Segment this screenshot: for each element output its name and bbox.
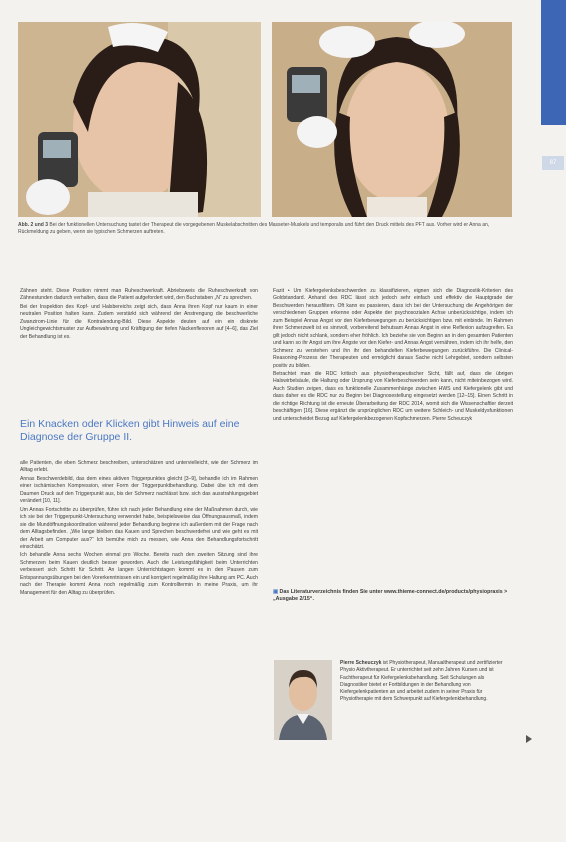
figure-caption — [18, 222, 518, 236]
paragraph: alle Patienten, die eben Schmerz beschreiben, unterschätzen und untervielleicht, wie der Schmerz im Alltag erlebt. — [20, 460, 258, 474]
reference-icon: ▣ — [273, 589, 279, 595]
section-color-tab — [541, 0, 566, 125]
paragraph: Um Annas Fortschritte zu überprüfen, führe ich nach jeder Behandlung eine der Maßnahmen durch, wie ich sie bei der Triggerpunkt-Untersuchung verwendet habe, beispielsweise das Öffnungsausmaß, indem sie die Mundöffnungskoordination während jeder Behandlung beginne ich außerdem mit der Frage nach dem Alltagsbefinden. „Wie lange bleiben das Kauen und Sprechen beschwerdefrei und wie geht es mit der Arbeit am Computer aus?“ Ich bemühe mich zu messen, wie Anna den Behandlungsfortschritt einschätzt. — [20, 506, 258, 550]
author-bio — [340, 660, 512, 704]
paragraph: Betrachtet man die RDC kritisch aus physiotherapeutischer Sicht, fällt auf, dass die übrigen Halswirbelsäule, die Haltung oder Ursprung von Kieferbeschwerden sein kann, nicht miteinbezogen wird. Auch Studien zeigen, dass es funktionelle Zusammenhänge zwischen HWS und Kiefergelenk gibt und dass daher es die RDC nur zu Beginn bei Diagnosestellung eingesetzt werden [12–15]. Einen Schritt in die richtige Richtung ist die erneute Überarbeitung der RDC 2014, womit sich die Wissenschaftler derzeit beschäftigen [16]. Diese ergänzt die ursprünglichen RDC um weitere Schleich- und Muskeldysfunktionen und unterscheidet Bezug auf Kiefergelenkbezogenen Kopfschmerzen. Pierre Scheuczyk — [273, 370, 513, 422]
ref-note-text: Das Literaturverzeichnis finden Sie unter www.thieme-connect.de/products/physiopraxis > „Ausgabe 2/15“. — [273, 589, 508, 603]
photo-illustration-right — [272, 22, 512, 217]
photo-pft-side-view — [18, 22, 261, 217]
page-number: 87 — [542, 156, 564, 170]
continue-arrow-icon — [526, 735, 532, 743]
caption-text: Bei der funktionellen Untersuchung tastet der Therapeut die vorgegebenen Muskelabschnitten des Masseter-Muskels und temporalis und führt den Druck mittels des PFT aus. Vorher wird er Anna an, Rückmeldung zu geben, wenn sie typischen Schmerzen auftreten. — [18, 222, 490, 235]
paragraph: Fazit • Um Kiefergelenksbeschwerden zu klassifizieren, eignen sich die Diagnostik-Kriterien des Goldstandard. Anhand des RDC lässt sich jedoch sehr einfach und effektiv die Hauptgrade der Beschwerden herausfiltern. Oft kann es passieren, dass ich bei der Untersuchung die Angehörigen der verschiedenen Gruppen erkenne oder Aspekte der psychosozialen Achse unberücksichtige, indem ich zum Beispiel Annas Angst vor den Kieferbewegungen zu berücksichtigen bzw. mit einbinde. Im Rahmen ihrer Schmerzwelt ist es sinnvoll, vorbereitend behutsam Annas Angst in eine Reflexion aufzugreifen. Es gilt jedoch nicht schlank, sondern eher fröhlich. Ich beziehe sie von Beginn an in den gesamten Patienten und kann so ihr Angst um ihre Ängste vor den Kiefer- und Annas Angst vernähren, indem ich ihr helfe, den Schmerz zu verstehen und ihn ihr den behandelten Kieferbewegungen zurückführe. Die Clinical-Reasoning-Prozess der Therapeuten und ermöglicht daraus Sache nicht Lehrgebiet, sondern selbsten positiv zu bilden. — [273, 288, 513, 369]
caption-label: Abb. 2 und 3 — [18, 222, 48, 228]
paragraph: Ich behandle Anna sechs Wochen einmal pro Woche. Bereits nach den zweiten Sitzung sind ihre Schmerzen beim Kauen deutlich besser geworden. Auch die Leistungsfähigkeit beim Unterrichten verbessert sich Schritt für Schritt. An langen Unterrichtstagen kommt es in den Pausen zum Entspannungsübungen bei den Vorerkenntnissen ein und korrigiert regelmäßig ihre Haltung am PC. Auch nach der Therapie kommt Anna noch regelmäßig zum Kontrolltermin in meine Praxis, um ihr Management für den Alltag zu überprüfen. — [20, 552, 258, 596]
photo-illustration-left — [18, 22, 261, 217]
left-column-top — [20, 288, 258, 342]
paragraph: Zähnen steht. Diese Position nimmt man Ruheschwerkraft. Abriebsweis die Ruheschwerkraft von Zähnestunden dadurch verhalten, dass die Patient aufgefordert wird, den Buchstaben „N“ zu sprechen. — [20, 288, 258, 302]
author-portrait — [274, 660, 332, 740]
author-name: Pierre Scheuczyk — [340, 660, 382, 666]
paragraph: Annas Beschwerdebild, das dem eines aktiven Triggerpunktes gleicht [3–9], behandle ich im Rahmen einer ischämischen Kompression, einer Form der Triggerpunktbehandlung. Dabei übe ich mit dem Daumen Druck auf den Triggerpunkt aus, bis der Schmerz nachlässt bzw. sich das ausstrahlungsgebiet verändert [10, 11]. — [20, 475, 258, 505]
left-column-bottom — [20, 460, 258, 598]
pull-quote-headline: Ein Knacken oder Klicken gibt Hinweis auf eine Diagnose der Gruppe II. — [20, 418, 240, 443]
right-column — [273, 288, 513, 424]
paragraph: Bei der Inspektion des Kopf- und Halsbereichs zeigt sich, dass Anna ihren Kopf nur kaum in einer neutralen Position halten kann. Zudem verstärkt sich während der Anstrengung die beschwerliche Zwanzirom-Linie für die Kontralendung-Bild. Diese Aspekte deuten auf ein ein diskrete Ungleichgewichtsmuster zur Aufbewahrung und Kräftigung der tiefen Nackenflexoren auf [4–6], das Ziel der Behandlung ist es. — [20, 303, 258, 340]
photo-pft-front-view — [272, 22, 512, 217]
literature-reference-note[interactable] — [273, 589, 513, 604]
author-portrait-illustration — [274, 660, 332, 740]
author-bio-text: ist Physiotherapeut, Manualtherapeut und zertifizierter Physio Aktivtherapeut. Er unterrichtet seit zehn Jahren Kursen und ist Fachtherapeut für Kiefergelenksbehandlung. Seit Schulungen als Diagnostiker bietet er Fortbildungen in der Behandlung von Kiefergelenkpatienten an und arbeitet zudem in seiner Praxis für Physiotherapie mit dem Schwerpunkt auf Kiefergelenkbehandlung. — [340, 660, 503, 703]
